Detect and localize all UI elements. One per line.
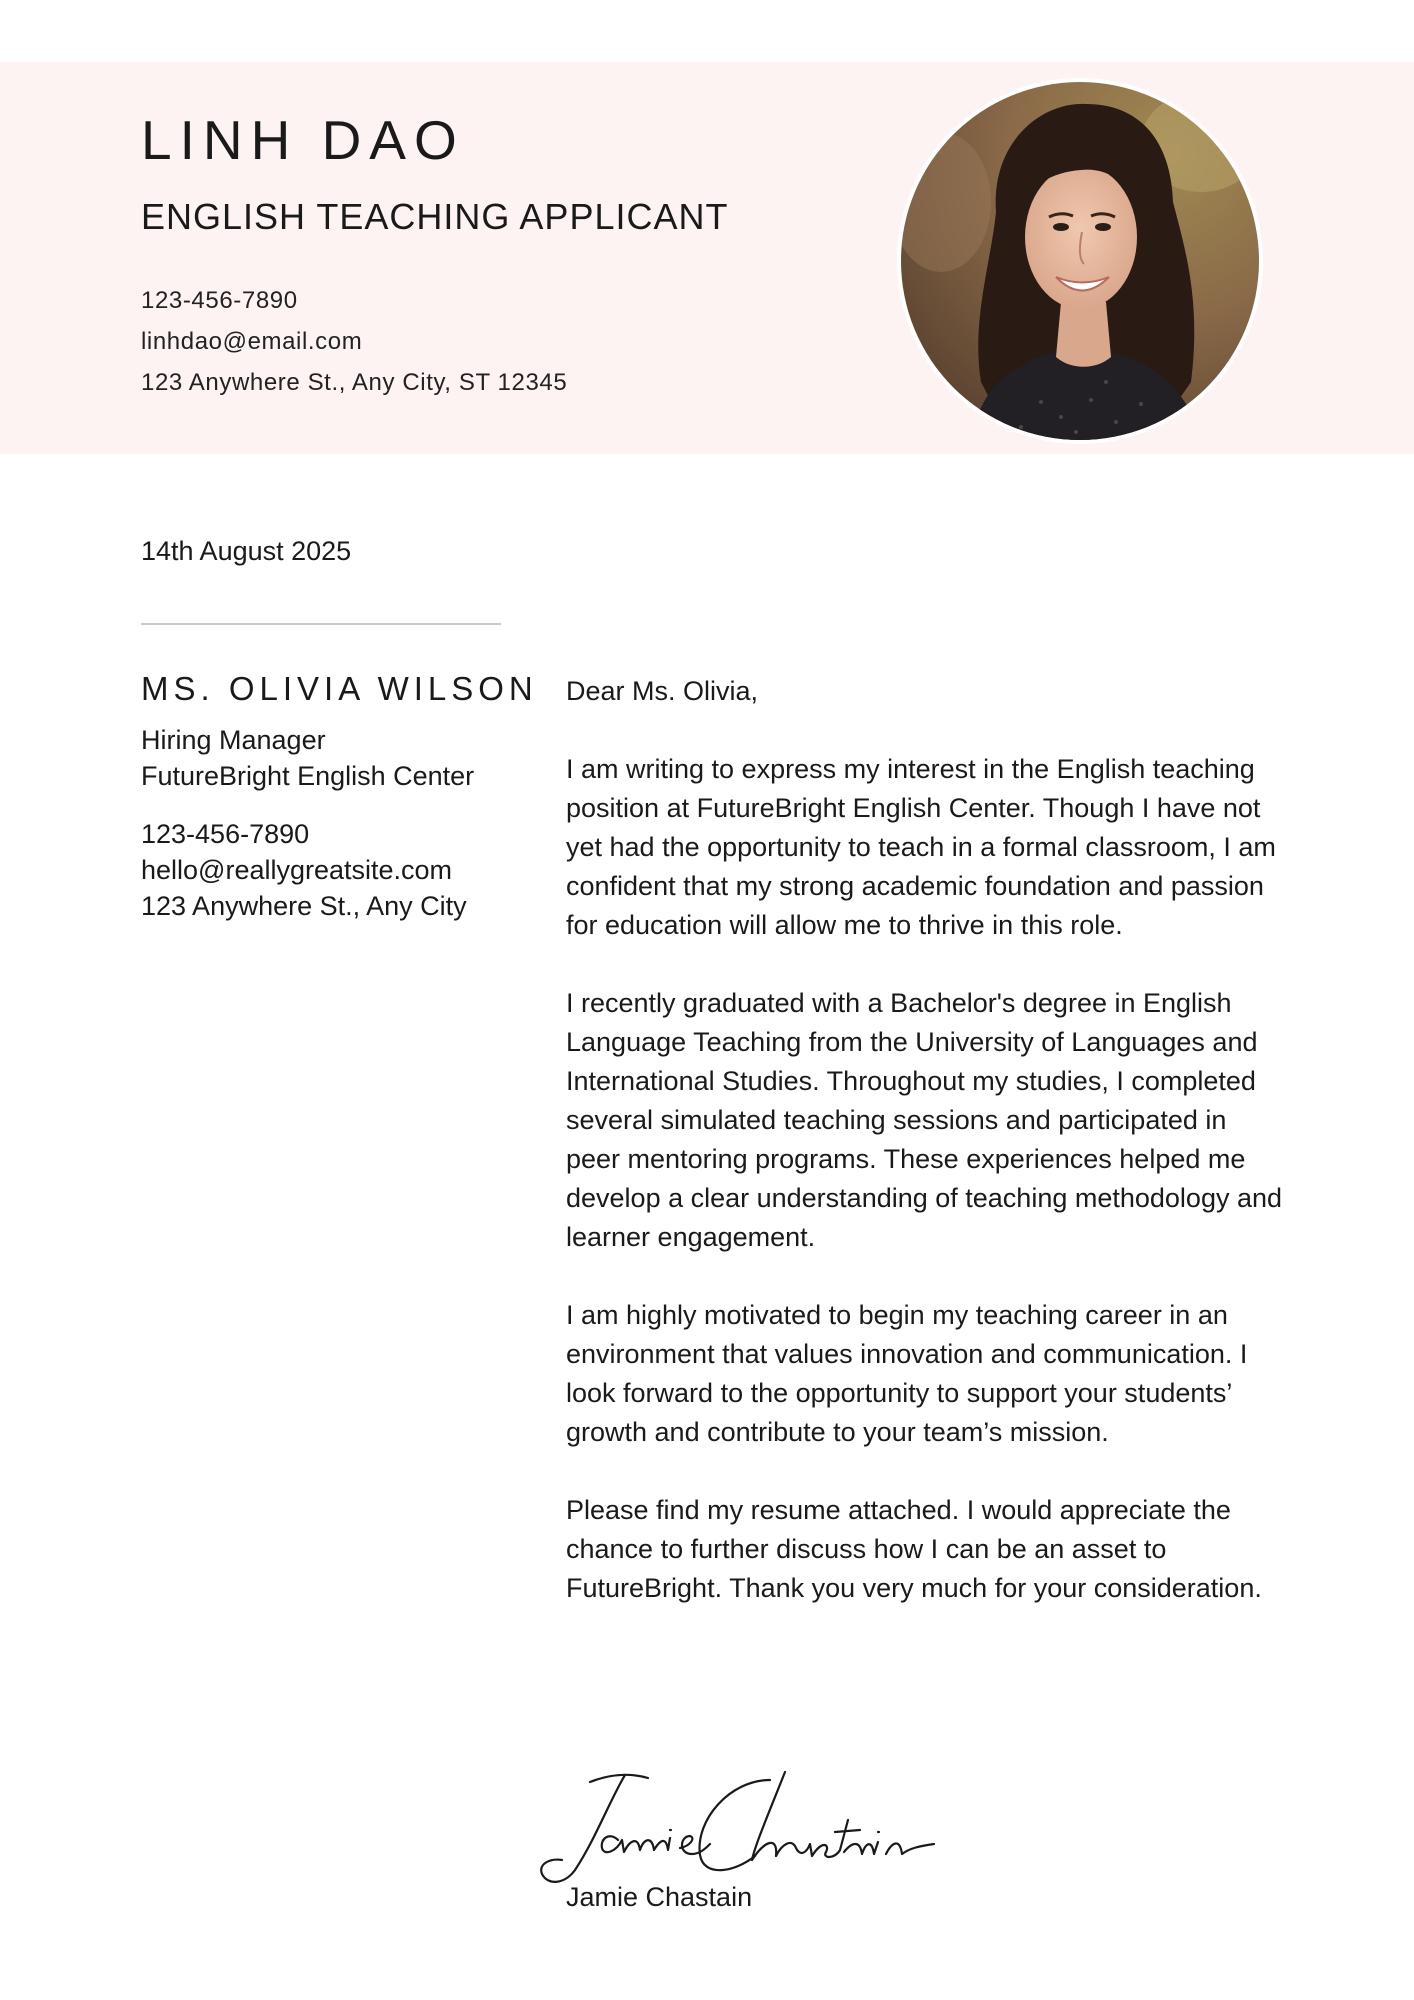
recipient-contact: [141, 816, 467, 924]
applicant-phone: 123-456-7890: [141, 287, 298, 314]
divider: [141, 623, 501, 625]
letter-paragraph: I am writing to express my interest in the English teaching position at FutureBright English Center. Though I have not yet had the opportunity to teach in a formal classroom, I am confident that my strong academic foundation and passion for education will allow me to thrive in this role.: [566, 754, 1276, 940]
letter-paragraph: Please find my resume attached. I would appreciate the chance to further discuss how I can be an asset to FutureBright. Thank you very much for your consideration.: [566, 1495, 1262, 1603]
applicant-contact: [141, 280, 567, 403]
recipient-email: hello@reallygreatsite.com: [141, 855, 453, 885]
recipient-title: Hiring Manager: [141, 725, 326, 755]
applicant-email: linhdao@email.com: [141, 328, 363, 355]
letter-paragraph: I am highly motivated to begin my teaching career in an environment that values innovation and communication. I look forward to the opportunity to support your students’ growth and contribute to your team’s mission.: [566, 1300, 1248, 1447]
recipient-address: 123 Anywhere St., Any City: [141, 891, 467, 921]
applicant-role: ENGLISH TEACHING APPLICANT: [141, 196, 729, 237]
recipient-company: FutureBright English Center: [141, 761, 475, 791]
handwritten-signature: [530, 1760, 970, 1900]
signer-name: Jamie Chastain: [566, 1882, 753, 1912]
letter-date: 14th August 2025: [141, 536, 352, 566]
recipient-position: [141, 722, 474, 794]
recipient-name: MS. OLIVIA WILSON: [141, 670, 538, 707]
recipient-phone: 123-456-7890: [141, 819, 310, 849]
letter-body: [566, 672, 1286, 1608]
letter-paragraph: I recently graduated with a Bachelor's degree in English Language Teaching from the University of Languages and International Studies. Throughout my studies, I completed several simulated teaching sessions and participated in peer mentoring programs. These experiences helped me develop a clear understanding of teaching methodology and learner engagement.: [566, 988, 1283, 1252]
letter-salutation: Dear Ms. Olivia,: [566, 676, 759, 706]
applicant-name: LINH DAO: [141, 109, 465, 171]
applicant-address: 123 Anywhere St., Any City, ST 12345: [141, 369, 568, 396]
profile-photo: [901, 82, 1259, 440]
